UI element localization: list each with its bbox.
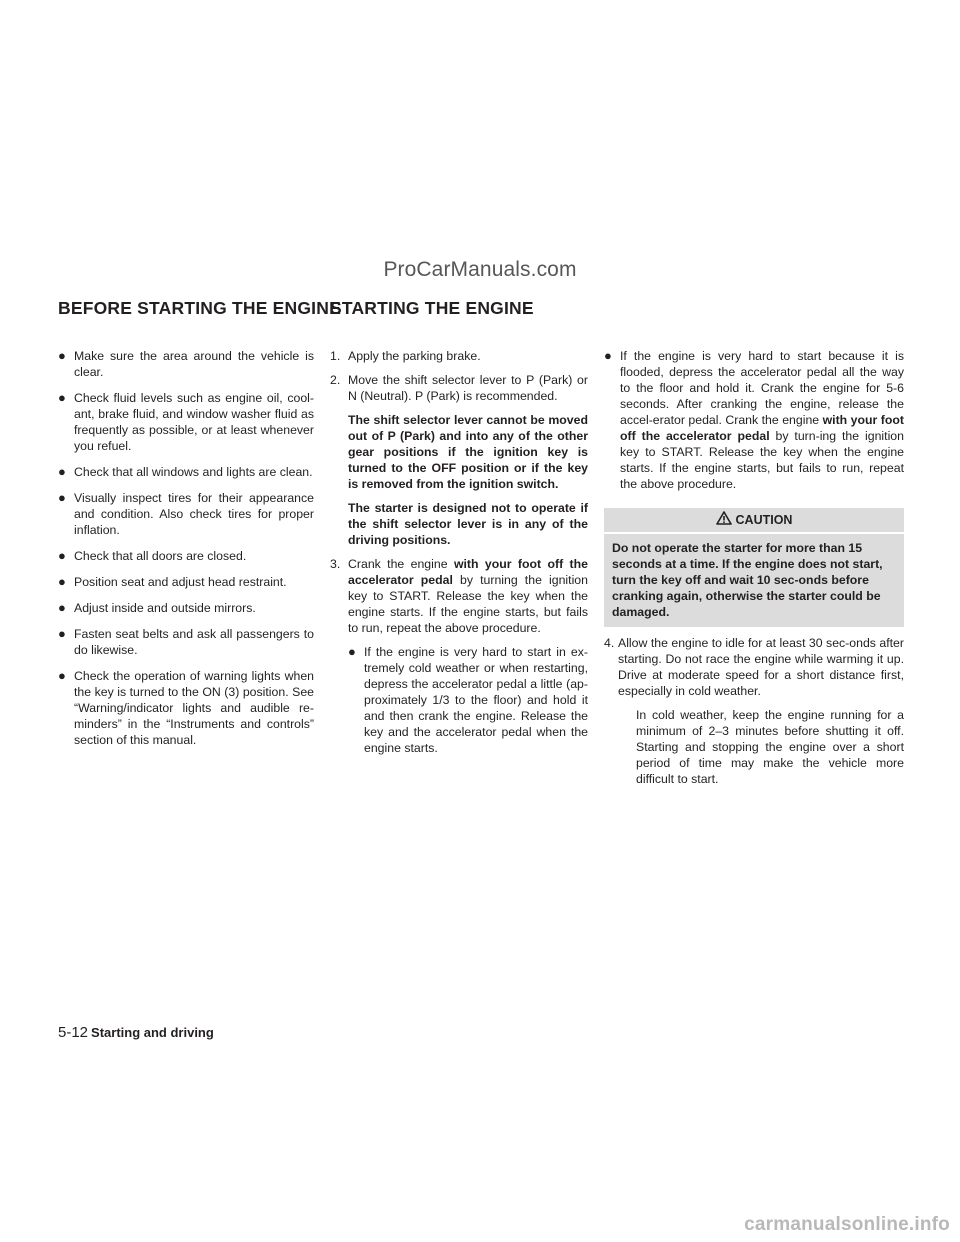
bullet-icon: ● (58, 464, 66, 479)
step-3: 3. Crank the engine with your foot off the accelerator pedal by turning the ignition key to START. Release the key when the engine starts. If the engine starts, but fails to run, repeat the above procedure. (330, 557, 589, 635)
page-number: 5-12 (58, 1024, 89, 1041)
watermark-top: ProCarManuals.com (383, 258, 577, 281)
bullet-icon: ● (58, 668, 66, 683)
bullet-icon: ● (58, 600, 66, 615)
column-starting-continued (604, 348, 904, 795)
bullet-icon: ● (348, 644, 356, 659)
caution-text: Do not operate the starter for more than 15 seconds at a time. If the engine does not start, turn the key off and wait 10 sec-onds before cranking again, otherwise the starter could be damaged. (604, 534, 904, 627)
step-2: 2. Move the shift selector lever to P (Park) or N (Neutral). P (Park) is recommended. (330, 373, 588, 403)
heading-before-starting: BEFORE STARTING THE ENGINE (58, 298, 341, 318)
list-item: ● Visually inspect tires for their appearance and condition. Also check tires for proper inflation. (58, 490, 314, 537)
bullet-icon: ● (58, 348, 66, 363)
list-item: ● Make sure the area around the vehicle is clear. (58, 348, 314, 379)
list-item: ● Check fluid levels such as engine oil, cool-ant, brake fluid, and window washer fluid as frequently as possible, or at least whenever you refuel. (58, 390, 314, 453)
bullet-icon: ● (58, 626, 66, 641)
caution-header (604, 508, 904, 532)
bullet-icon: ● (58, 548, 66, 563)
page-footer (58, 1024, 214, 1041)
bullet-icon: ● (58, 574, 66, 589)
heading-starting-engine: STARTING THE ENGINE (330, 298, 534, 318)
bullet-icon: ● (58, 390, 66, 405)
watermark-bottom: carmanualsonline.info (744, 1214, 950, 1235)
cold-weather-note: In cold weather, keep the engine running for a minimum of 2–3 minutes before shutting it off. Starting and stopping the engine over a short period of time may make the vehicle more difficult to start. (636, 708, 904, 786)
list-item: ● Adjust inside and outside mirrors. (58, 600, 256, 615)
note-starter: The starter is designed not to operate if the shift selector lever is in any of the driving positions. (348, 501, 588, 547)
bullet-icon: ● (604, 348, 612, 363)
list-item: ● Check that all windows and lights are clean. (58, 464, 313, 479)
list-item: ● If the engine is very hard to start in ex-tremely cold weather or when restarting, depress the accelerator pedal a little (ap-proximately 1/3 to the floor) and hold it and then crank the engine. Release the key and the accelerator pedal when the engine starts. (348, 644, 588, 755)
bullet-icon: ● (58, 490, 66, 505)
note-shift-lever: The shift selector lever cannot be moved out of P (Park) and into any of the other gear positions if the ignition key is turned to the OFF position or if the key is removed from the ignition switch. (348, 413, 588, 491)
caution-title: CAUTION (735, 513, 793, 527)
list-item: ● Check the operation of warning lights when the key is turned to the ON (3) position. See “Warning/indicator lights and audible re-minders” in the “Instruments and controls” section of this manual. (58, 668, 314, 747)
step-1: 1. Apply the parking brake. (330, 349, 481, 363)
column-before-starting (58, 348, 314, 758)
column-starting-steps (330, 348, 588, 766)
list-item: ● Check that all doors are closed. (58, 548, 247, 563)
section-name: Starting and driving (91, 1025, 214, 1040)
list-item: ● Position seat and adjust head restraint. (58, 574, 287, 589)
warning-icon (716, 511, 732, 529)
list-item: ● Fasten seat belts and ask all passengers to do likewise. (58, 626, 314, 657)
list-item: ● If the engine is very hard to start because it is flooded, depress the accelerator pedal all the way to the floor and hold it. Crank the engine for 5-6 seconds. After cranking the engine, release the accel-erator pedal. Crank the engine with your foot off the accelerator pedal by turn-ing the ignition key to START. Release the key when the engine starts. If the engine starts, but fails to run, repeat the above procedure. (604, 348, 904, 491)
step-4: 4. Allow the engine to idle for at least 30 sec-onds after starting. Do not race the engine while warming it up. Drive at moderate speed for a short distance first, especially in cold weather. (604, 636, 904, 698)
